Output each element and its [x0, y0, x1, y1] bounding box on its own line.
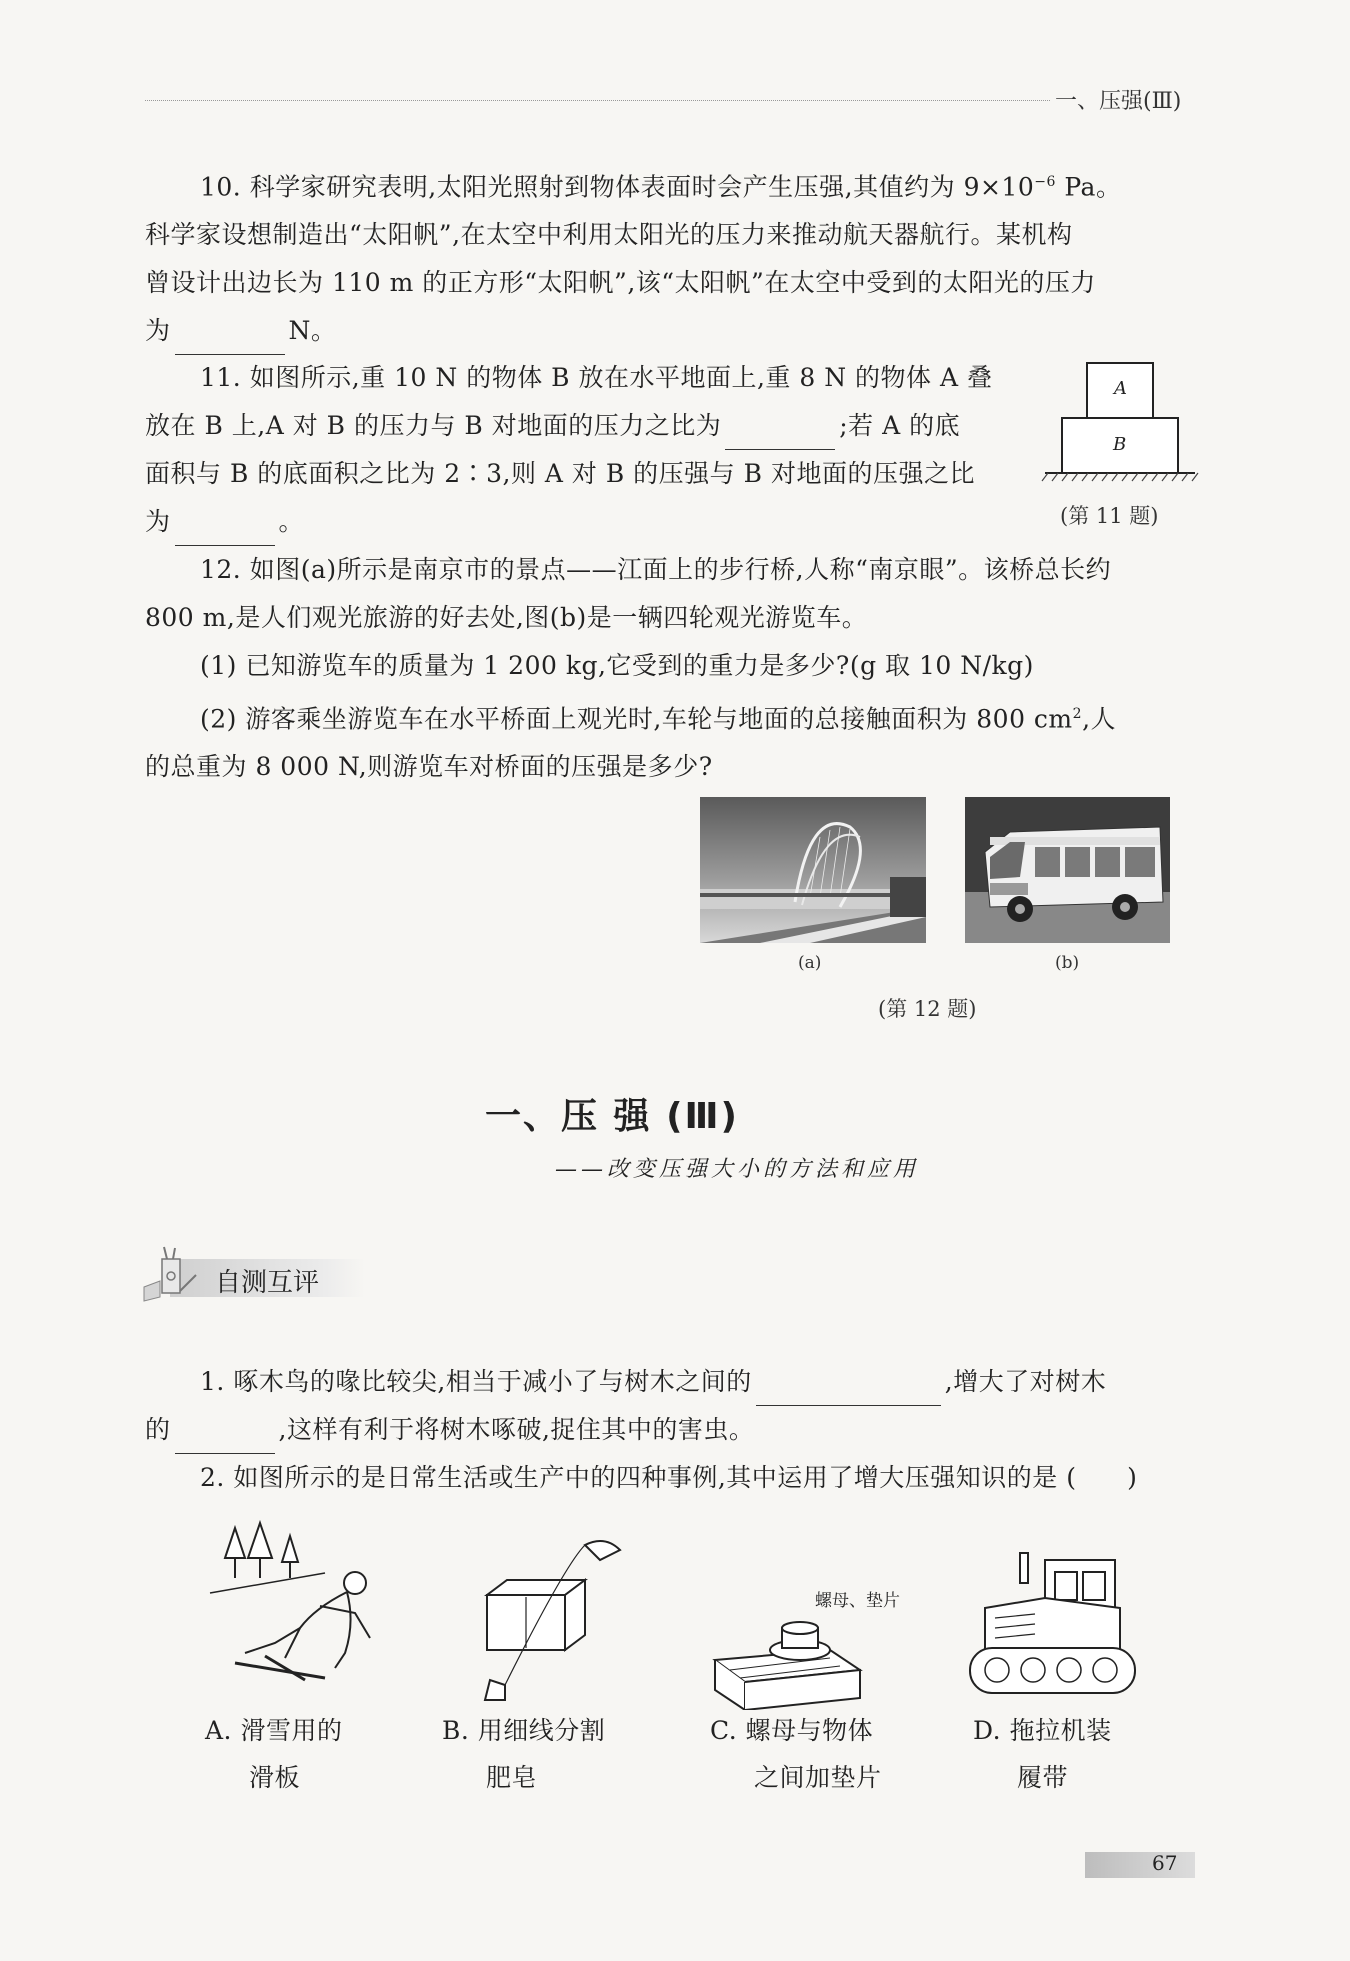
s1-line2-end: ,这样有利于将树木啄破,捉住其中的害虫。	[278, 1415, 755, 1444]
option-a[interactable]	[205, 1707, 342, 1801]
self-test-question-1	[145, 1358, 1205, 1454]
s1-answer-blank-2[interactable]	[175, 1423, 275, 1454]
q10-value: 9×10	[963, 172, 1035, 202]
header-section-label: 一、压强(Ⅲ)	[1055, 89, 1182, 114]
q12-caption: (第 12 题)	[878, 997, 977, 1021]
option-d-letter: D.	[973, 1716, 1002, 1745]
block-a-label: A	[1114, 378, 1127, 399]
q12-line2: 800 m,是人们观光旅游的好去处,图(b)是一辆四轮观光游览车。	[145, 603, 868, 632]
page-number-bar	[1085, 1852, 1195, 1878]
s1-number: 1.	[200, 1367, 225, 1396]
q11-answer-blank-1[interactable]	[725, 419, 835, 450]
header-rule	[145, 100, 1050, 101]
fig-b-label: (b)	[1055, 953, 1080, 973]
bridge-photo	[700, 797, 926, 943]
option-c-letter: C.	[710, 1716, 738, 1745]
pen-holder-icon	[140, 1245, 200, 1305]
q10-exponent: −6	[1034, 174, 1056, 190]
tour-car-photo	[965, 797, 1170, 943]
tractor-illustration	[965, 1548, 1140, 1708]
q11-line1: 如图所示,重 10 N 的物体 B 放在水平地面上,重 8 N 的物体 A 叠	[249, 363, 993, 392]
self-test-banner	[140, 1245, 365, 1305]
s1-line2-start: 的	[145, 1415, 171, 1444]
soap-cutting-illustration	[475, 1535, 625, 1705]
option-a-line1: 滑雪用的	[240, 1716, 343, 1745]
option-d-line2: 履带	[1017, 1763, 1069, 1792]
q12-sub2-superscript: 2	[1072, 706, 1083, 722]
option-c-line1: 螺母与物体	[745, 1716, 874, 1745]
q10-line4-start: 为	[145, 316, 171, 346]
q10-line3: 曾设计出边长为 110 m 的正方形“太阳帆”,该“太阳帆”在太空中受到的太阳光的压力	[145, 268, 1096, 298]
s1-line1-end: ,增大了对树木	[944, 1367, 1107, 1396]
q10-line1: 科学家研究表明,太阳光照射到物体表面时会产生压强,其值约为	[249, 172, 956, 202]
section-subtitle: ——改变压强大小的方法和应用	[555, 1157, 920, 1182]
option-b-letter: B.	[442, 1716, 470, 1745]
q12-sub1: (1) 已知游览车的质量为 1 200 kg,它受到的重力是多少?(g 取 10 N/kg)	[200, 651, 1034, 680]
q10-answer-blank[interactable]	[175, 324, 285, 355]
s1-line1-start: 啄木鸟的喙比较尖,相当于减小了与树木之间的	[233, 1367, 752, 1396]
q12-sub2-end: ,人	[1082, 704, 1117, 734]
q10-line2: 科学家设想制造出“太阳帆”,在太空中利用太阳光的压力来推动航天器航行。某机构	[145, 220, 1073, 250]
s2-number: 2.	[200, 1463, 225, 1492]
option-b-line2: 肥皂	[486, 1763, 538, 1792]
q11-line4-start: 为	[145, 507, 171, 536]
q12-sub2-start: (2) 游客乘坐游览车在水平桥面上观光时,车轮与地面的总接触面积为 800 cm	[200, 704, 1073, 734]
q11-figure	[1040, 358, 1200, 488]
q10-number: 10.	[200, 172, 242, 202]
q11-caption: (第 11 题)	[1060, 504, 1159, 528]
option-b-line1: 用细线分割	[477, 1716, 606, 1745]
q10-unit: Pa。	[1055, 172, 1122, 202]
q11-line4-end: 。	[278, 507, 305, 536]
option-c[interactable]	[710, 1707, 882, 1801]
option-a-letter: A.	[205, 1716, 233, 1745]
s2-answer-paren[interactable]: ( )	[1066, 1463, 1138, 1492]
option-d[interactable]	[973, 1707, 1112, 1801]
q10-line4-end: N。	[288, 316, 337, 346]
banner-label: 自测互评	[215, 1268, 320, 1298]
q11-number: 11.	[200, 363, 242, 392]
question-11	[145, 354, 1025, 546]
option-b[interactable]	[442, 1707, 605, 1801]
nut-washer-illustration	[710, 1620, 870, 1710]
question-10	[145, 158, 1205, 355]
self-test-question-2	[200, 1454, 1200, 1502]
option-c-line2: 之间加垫片	[754, 1763, 882, 1792]
q12-line1: 如图(a)所示是南京市的景点——江面上的步行桥,人称“南京眼”。该桥总长约	[249, 555, 1112, 584]
q12-sub2-line2: 的总重为 8 000 N,则游览车对桥面的压强是多少?	[145, 752, 713, 782]
page-number: 67	[1152, 1851, 1178, 1875]
q11-answer-blank-2[interactable]	[175, 515, 275, 546]
q11-line2-start: 放在 B 上,A 对 B 的压力与 B 对地面的压力之比为	[145, 411, 722, 440]
option-a-line2: 滑板	[249, 1763, 301, 1792]
question-12	[145, 546, 1205, 791]
q11-line2-end: ;若 A 的底	[839, 411, 961, 440]
block-b-label: B	[1113, 434, 1127, 455]
s2-text: 如图所示的是日常生活或生产中的四种事例,其中运用了增大压强知识的是	[233, 1463, 1058, 1492]
s1-answer-blank-1[interactable]	[756, 1375, 941, 1406]
fig-a-label: (a)	[798, 953, 822, 973]
q12-number: 12.	[200, 555, 242, 584]
section-title: 一、压 强 (Ⅲ)	[485, 1096, 740, 1137]
nut-washer-label: 螺母、垫片	[815, 1591, 900, 1611]
q11-line3: 面积与 B 的底面积之比为 2∶3,则 A 对 B 的压强与 B 对地面的压强之比	[145, 459, 975, 488]
skier-illustration	[205, 1518, 385, 1688]
option-d-line1: 拖拉机装	[1009, 1716, 1112, 1745]
